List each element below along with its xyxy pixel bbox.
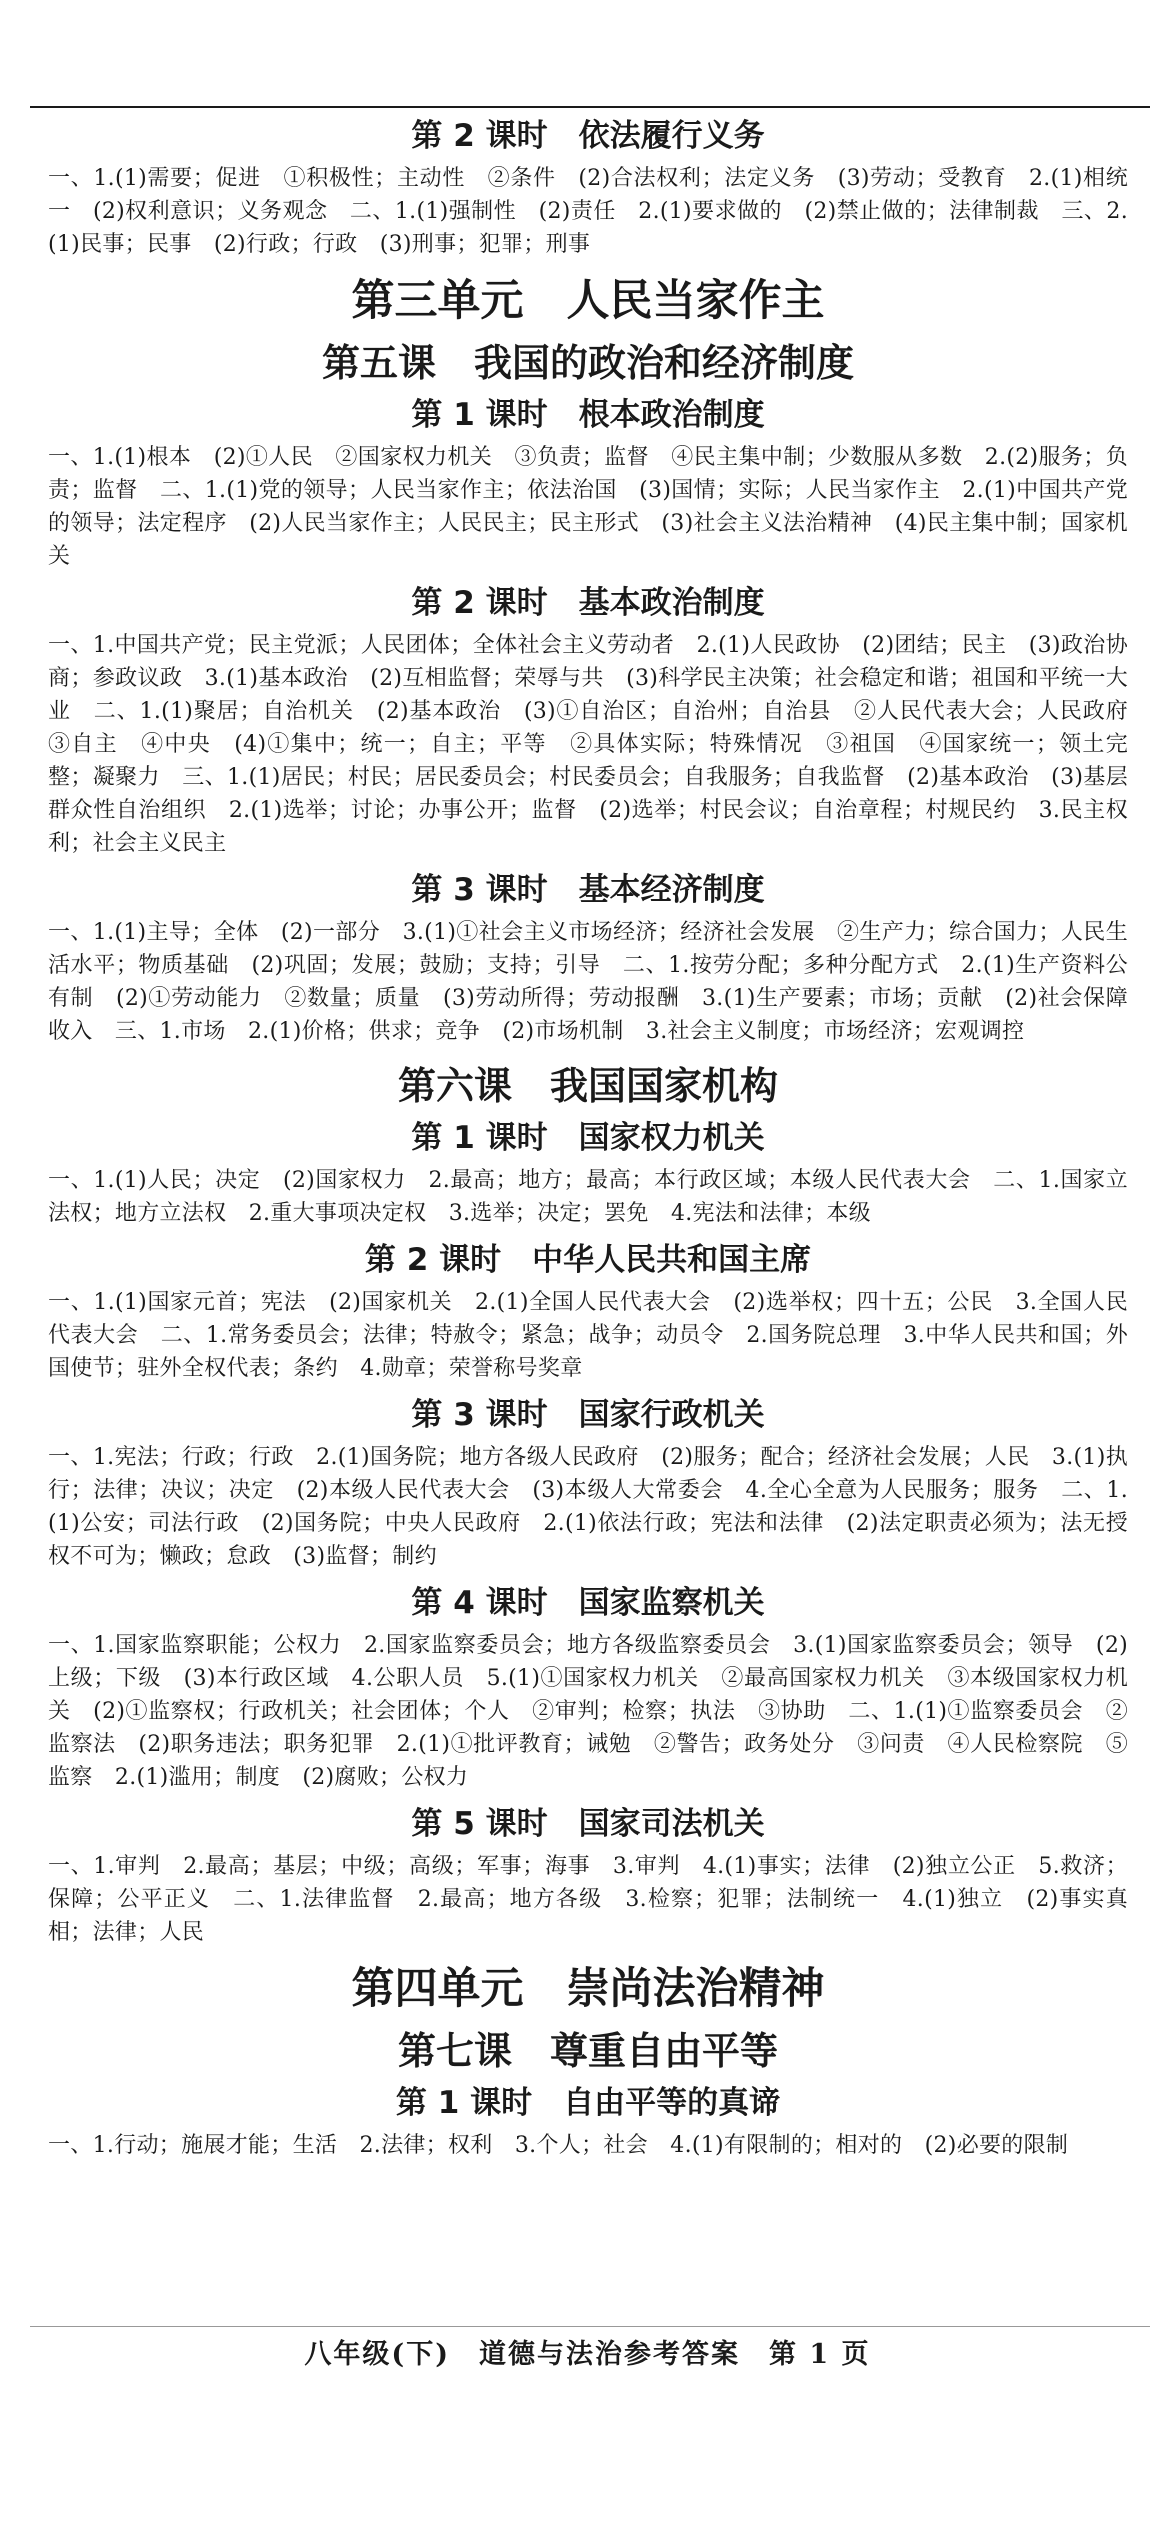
footer-rule [30,2326,1150,2327]
lesson-title: 第 1 课时 根本政治制度 [411,397,765,433]
chapter-title: 第五课 我国的政治和经济制度 [321,341,854,385]
lesson-title: 第 4 课时 国家监察机关 [411,1585,765,1621]
answer-text: 一、1.审判 2.最高；基层；中级；高级；军事；海事 3.审判 4.(1)事实；法律 (2)独立公正 5.救济；保障；公平正义 二、1.法律监督 2.最高；地方各级 3.检察；犯罪；法制统一 4.(1)独立 (2)事实真相；法律；人民 [48,1854,1128,1945]
lesson-title: 第 2 课时 中华人民共和国主席 [364,1242,812,1278]
chapter-title: 第七课 尊重自由平等 [397,2029,778,2073]
unit-title: 第三单元 人民当家作主 [351,276,825,326]
answer-text: 一、1.(1)人民；决定 (2)国家权力 2.最高；地方；最高；本行政区域；本级人民代表大会 二、1.国家立法权；地方立法权 2.重大事项决定权 3.选举；决定；罢免 4.宪法和法律；本级 [48,1168,1128,1226]
answer-text: 一、1.国家监察职能；公权力 2.国家监察委员会；地方各级监察委员会 3.(1)国家监察委员会；领导 (2)上级；下级 (3)本行政区域 4.公职人员 5.(1)①国家权力机关 ②最高国家权力机关 ③本级国家权力机关 (2)①监察权；行政机关；社会团体；个人 ②审判；检察；执法 ③协助 二、1.(1)①监察委员会 ②监察法 (2)职务违法；职务犯罪 2.(1)①批评教育；诫勉 ②警告；政务处分 ③问责 ④人民检察院 ⑤监察 2.(1)滥用；制度 (2)腐败；公权力 [48,1633,1128,1790]
chapter-title: 第六课 我国国家机构 [397,1064,778,1108]
lesson-title: 第 2 课时 基本政治制度 [411,585,765,621]
answer-text: 一、1.(1)需要；促进 ①积极性；主动性 ②条件 (2)合法权利；法定义务 (3)劳动；受教育 2.(1)相统一 (2)权利意识；义务观念 二、1.(1)强制性 (2)责任 2.(1)要求做的 (2)禁止做的；法律制裁 三、2.(1)民事；民事 (2)行政；行政 (3)刑事；犯罪；刑事 [48,166,1128,257]
answer-text: 一、1.中国共产党；民主党派；人民团体；全体社会主义劳动者 2.(1)人民政协 (2)团结；民主 (3)政治协商；参政议政 3.(1)基本政治 (2)互相监督；荣辱与共 (3)科学民主决策；社会稳定和谐；祖国和平统一大业 二、1.(1)聚居；自治机关 (2)基本政治 (3)①自治区；自治州；自治县 ②人民代表大会；人民政府 ③自主 ④中央 (4)①集中；统一；自主；平等 ②具体实际；特殊情况 ③祖国 ④国家统一；领土完整；凝聚力 三、1.(1)居民；村民；居民委员会；村民委员会；自我服务；自我监督 (2)基本政治 (3)基层群众性自治组织 2.(1)选举；讨论；办事公开；监督 (2)选举；村民会议；自治章程；村规民约 3.民主权利；社会主义民主 [48,633,1151,856]
lesson-title: 第 2 课时 依法履行义务 [411,118,765,154]
lesson-title: 第 1 课时 国家权力机关 [411,1120,765,1156]
unit-title: 第四单元 崇尚法治精神 [351,1964,825,2014]
answer-text: 一、1.行动；施展才能；生活 2.法律；权利 3.个人；社会 4.(1)有限制的；相对的 (2)必要的限制 [48,2133,1069,2158]
top-rule [30,106,1150,108]
answer-content [48,114,1151,2170]
answer-text: 一、1.(1)主导；全体 (2)一部分 3.(1)①社会主义市场经济；经济社会发展 ②生产力；综合国力；人民生活水平；物质基础 (2)巩固；发展；鼓励；支持；引导 二、1.按劳分配；多种分配方式 2.(1)生产资料公有制 (2)①劳动能力 ②数量；质量 (3)劳动所得；劳动报酬 3.(1)生产要素；市场；贡献 (2)社会保障收入 三、1.市场 2.(1)价格；供求；竞争 (2)市场机制 3.社会主义制度；市场经济；宏观调控 [48,920,1128,1044]
answer-text: 一、1.(1)国家元首；宪法 (2)国家机关 2.(1)全国人民代表大会 (2)选举权；四十五；公民 3.全国人民代表大会 二、1.常务委员会；法律；特赦令；紧急；战争；动员令 2.国务院总理 3.中华人民共和国；外国使节；驻外全权代表；条约 4.勋章；荣誉称号奖章 [48,1290,1128,1381]
lesson-title: 第 1 课时 自由平等的真谛 [395,2085,781,2121]
answer-text: 一、1.宪法；行政；行政 2.(1)国务院；地方各级人民政府 (2)服务；配合；经济社会发展；人民 3.(1)执行；法律；决议；决定 (2)本级人民代表大会 (3)本级人大常委会 4.全心全意为人民服务；服务 二、1.(1)公安；司法行政 (2)国务院；中央人民政府 2.(1)依法行政；宪法和法律 (2)法定职责必须为；法无授权不可为；懒政；怠政 (3)监督；制约 [48,1445,1128,1569]
page-footer: 八年级(下) 道德与法治参考答案 第 1 页 [304,2339,871,2370]
lesson-title: 第 3 课时 基本经济制度 [411,872,765,908]
lesson-title: 第 5 课时 国家司法机关 [411,1806,765,1842]
lesson-title: 第 3 课时 国家行政机关 [411,1397,765,1433]
answer-text: 一、1.(1)根本 (2)①人民 ②国家权力机关 ③负责；监督 ④民主集中制；少数服从多数 2.(2)服务；负责；监督 二、1.(1)党的领导；人民当家作主；依法治国 (3)国情；实际；人民当家作主 2.(1)中国共产党的领导；法定程序 (2)人民当家作主；人民民主；民主形式 (3)社会主义法治精神 (4)民主集中制；国家机关 [48,445,1128,569]
